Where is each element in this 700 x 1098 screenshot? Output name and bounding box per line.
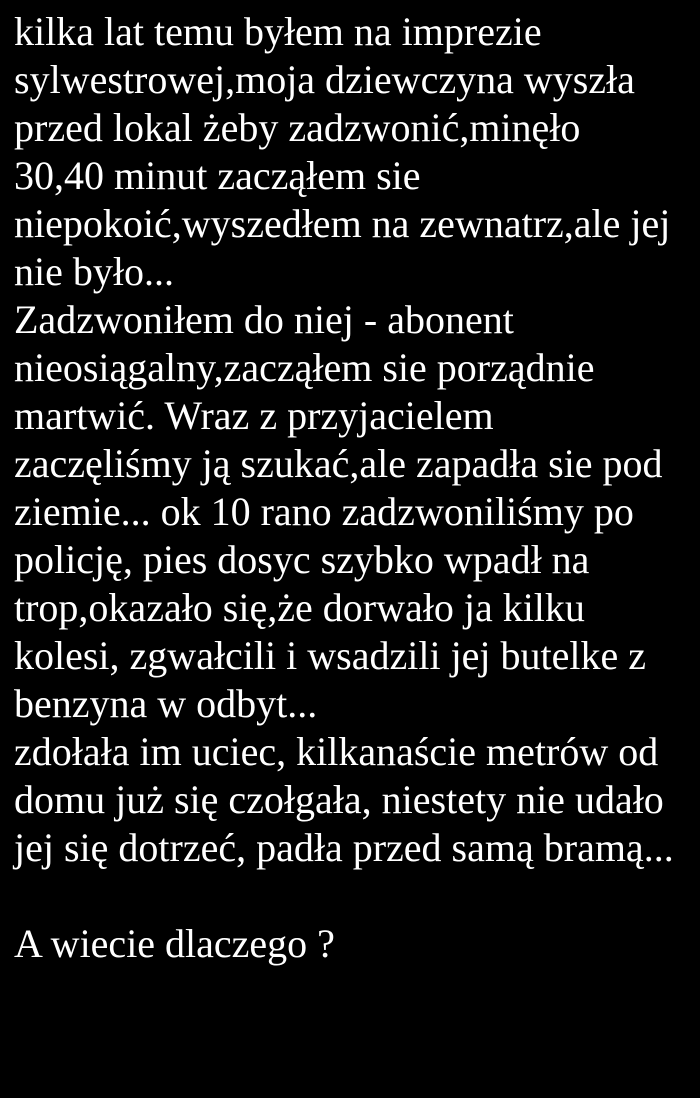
story-line: 30,40 minut zacząłem sie (14, 153, 421, 198)
story-line: kolesi, zgwałcili i wsadzili jej butelke z (14, 633, 647, 678)
story-line: trop,okazało się,że dorwało ja kilku (14, 585, 585, 630)
story-line-blank (14, 872, 700, 920)
story-line: niepokoić,wyszedłem na zewnatrz,ale jej (14, 201, 671, 246)
story-line: jej się dotrzeć, padła przed samą bramą... (14, 825, 674, 870)
story-line: ziemie... ok 10 rano zadzwoniliśmy po (14, 489, 634, 534)
story-line: zdołała im uciec, kilkanaście metrów od (14, 729, 659, 774)
story-line: sylwestrowej,moja dziewczyna wyszła (14, 57, 635, 102)
story-text (14, 8, 700, 968)
story-line: nieosiągalny,zacząłem sie porządnie (14, 345, 595, 390)
story-line: policję, pies dosyc szybko wpadł na (14, 537, 590, 582)
story-line: przed lokal żeby zadzwonić,minęło (14, 105, 581, 150)
story-line: zaczęliśmy ją szukać,ale zapadła sie pod (14, 441, 663, 486)
story-line: kilka lat temu byłem na imprezie (14, 9, 542, 54)
story-line-question: A wiecie dlaczego ? (14, 921, 335, 966)
story-line: martwić. Wraz z przyjacielem (14, 393, 494, 438)
story-line: domu już się czołgała, niestety nie udało (14, 777, 664, 822)
story-line: benzyna w odbyt... (14, 681, 318, 726)
story-line: Zadzwoniłem do niej - abonent (14, 297, 514, 342)
story-line: nie było... (14, 249, 174, 294)
